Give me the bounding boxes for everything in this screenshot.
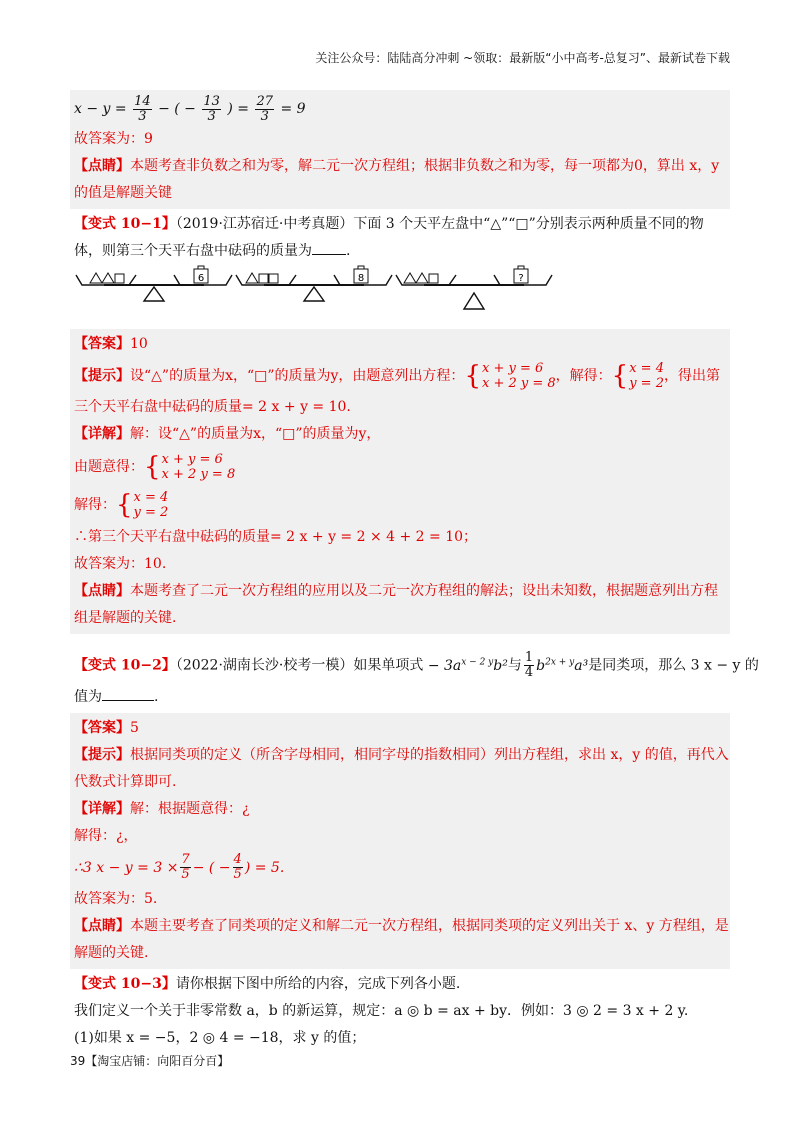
- variant-10-2-question: [70, 642, 759, 713]
- variant-10-1-detail-1: 【详解】解：设“△”的质量为x，“□”的质量为y，: [74, 426, 381, 442]
- variant-10-1-detail-2: 由题意得：{x + y = 6 x + 2 y = 8: [74, 452, 236, 482]
- hint-system: x + y = 6 x + 2 y = 8: [481, 361, 556, 391]
- weight-unknown: ?: [518, 273, 524, 284]
- footer-text: 【淘宝店铺：向阳百分百】: [85, 1054, 230, 1068]
- fraction-14-3: $\frac{14}{3}$: [134, 93, 151, 124]
- balance-scale-1: [76, 266, 232, 301]
- note-line-2: 的值是解题关键: [74, 185, 172, 201]
- equation-line: [74, 92, 726, 126]
- variant-10-1-note-2: 组是解题的关键.: [74, 610, 177, 626]
- variant-10-2-note-1: 【点睛】本题主要考查了同类项的定义和解二元一次方程组，根据同类项的定义列出关于 x、y 方程组，是: [74, 917, 729, 934]
- variant-10-2-note-2: 解题的关键.: [74, 944, 149, 961]
- balance-scale-3: [396, 266, 552, 309]
- answer-blank: [102, 688, 154, 701]
- variant-10-1-line-1: 【变式 10−1】（2019·江苏宿迁·中考真题）下面 3 个天平左盘中“△”“□”分别表示两种质量不同的物: [74, 216, 704, 232]
- variant-10-1-detail-3: 解得：{x = 4 y = 2: [74, 490, 169, 520]
- variant-10-2-line-1: 【变式 10−2】（2022·湖南长沙·校考一模）如果单项式 − $3a^{x - 2 y}b^2$与 $\frac{1}{4}$ $b^{2x + y}a^3$是同类项，那么 3 x − y 的: [74, 650, 759, 681]
- eq-end: = 9: [280, 101, 306, 117]
- eq-minus: − ( −: [158, 101, 196, 117]
- fraction-13-3: $\frac{13}{3}$: [203, 93, 220, 124]
- variant-10-2-detail-1: 【详解】解：根据题意得：¿: [74, 800, 250, 817]
- variant-10-3-definition: 我们定义一个关于非零常数 a，b 的新运算，规定：a ◎ b = ax + by．例如：3 ◎ 2 = 3 x + 2 y.: [74, 1002, 689, 1019]
- variant-10-1-answer: 【答案】10: [74, 336, 148, 352]
- variant-10-1-solution: [70, 329, 730, 634]
- variant-10-1-question: [70, 209, 730, 329]
- page-header: 关注公众号：陆陆高分冲刺 ~领取：最新版“小中高考-总复习”、最新试卷下载: [315, 51, 730, 65]
- variant-10-2-detail-2: 解得：¿，: [74, 827, 138, 844]
- variant-10-2-line-2: 值为 .: [74, 688, 159, 705]
- solution-block-1: [70, 90, 730, 209]
- note-line-1: 【点睛】本题考查非负数之和为零，解二元一次方程组；根据非负数之和为零，每一项都为0，算出 x，y: [74, 158, 720, 174]
- page-number: 39: [70, 1054, 86, 1068]
- variant-10-1-hint: 【提示】设“△”的质量为x，“□”的质量为y，由题意列出方程：{x + y = 6 x + 2 y = 8，解得：{x = 4 y = 2，得出第: [74, 361, 720, 391]
- variant-10-2-hint-1: 【提示】根据同类项的定义（所含字母相同，相同字母的指数相同）列出方程组，求出 x，y 的值，再代入: [74, 746, 729, 763]
- document-content: [70, 90, 759, 1054]
- page-footer: [70, 1052, 229, 1069]
- fraction-27-3: $\frac{27}{3}$: [256, 93, 274, 124]
- variant-10-1-detail-5: 故答案为：10.: [74, 556, 167, 572]
- variant-10-1-line-2: 体，则第三个天平右盘中砝码的质量为 .: [74, 243, 351, 259]
- answer-line: 故答案为：9: [74, 131, 153, 147]
- variant-10-2-detail-3: 故答案为：5.: [74, 890, 158, 907]
- variant-10-2-answer: 【答案】5: [74, 719, 139, 736]
- answer-blank: [312, 242, 346, 255]
- variant-10-3-q1: (1)如果 x = −5，2 ◎ 4 = −18，求 y 的值；: [74, 1029, 366, 1046]
- variant-10-2-calc: ∴3 x − y = 3 × $\frac{7}{5}$ − ( − $\frac{4}{5}$ ) = 5.: [74, 852, 285, 883]
- balance-scale-2: [236, 266, 392, 301]
- eq-close: ) =: [227, 101, 250, 117]
- variant-10-1-note-1: 【点睛】本题考查了二元一次方程组的应用以及二元一次方程组的解法；设出未知数，根据题意列出方程: [74, 583, 718, 599]
- weight-8: 8: [357, 273, 365, 284]
- variant-10-2-hint-2: 代数式计算即可.: [74, 773, 177, 790]
- weight-6: 6: [197, 273, 205, 284]
- eq-prefix: x − y =: [74, 101, 127, 117]
- variant-10-3-line-1: 【变式 10−3】请你根据下图中所给的内容，完成下列各小题.: [74, 975, 461, 992]
- variant-10-3-question: [70, 969, 730, 1054]
- variant-10-1-hint-line-2: 三个天平右盘中砝码的质量= 2 x + y = 10.: [74, 399, 351, 415]
- variant-10-1-detail-4: ∴第三个天平右盘中砝码的质量= 2 x + y = 2 × 4 + 2 = 10；: [74, 529, 478, 545]
- hint-solution: x = 4 y = 2: [629, 361, 664, 391]
- variant-10-2-solution: [70, 713, 730, 969]
- balance-scales-figure: [74, 265, 734, 323]
